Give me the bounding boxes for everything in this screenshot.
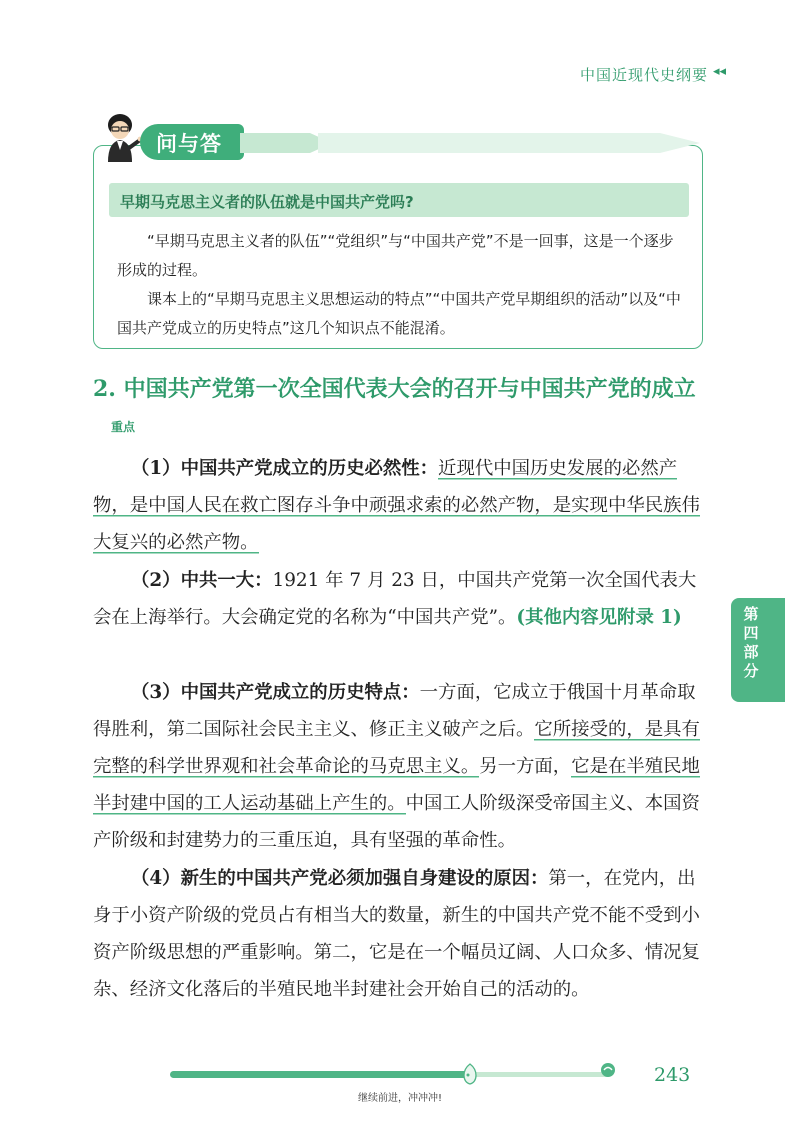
point-3-text-3: 中国工人阶级深受帝国主义、本国资产阶级和封建势力的三重压迫，具有坚强的革命性。 bbox=[93, 793, 700, 851]
point-3-text-1: 一方面，它成立于俄国十月革命取得胜利，第二国际社会民主主义、修正主义破产之后。 bbox=[93, 682, 696, 740]
page-number: 243 bbox=[654, 1064, 691, 1086]
point-4-label: （4）新生的中国共产党必须加强自身建设的原因： bbox=[131, 868, 549, 889]
point-2-paragraph bbox=[93, 562, 707, 636]
point-3-underlined-1: 它所接受的，是具有完整的科学世界观和社会革命论的马克思主义。 bbox=[93, 719, 700, 777]
point-1-paragraph bbox=[93, 450, 707, 561]
qa-tab-stripe bbox=[240, 128, 700, 158]
section-heading bbox=[93, 370, 713, 446]
point-3-label: （3）中国共产党成立的历史特点： bbox=[131, 682, 420, 703]
mascot-icon bbox=[100, 112, 142, 164]
point-2-label: （2）中共一大： bbox=[131, 570, 273, 591]
point-3-paragraph bbox=[93, 674, 707, 859]
point-1-underlined-text: 近现代中国历史发展的必然产物，是中国人民在救亡图存斗争中顽强求索的必然产物，是实现中华民族伟大复兴的必然产物。 bbox=[93, 458, 700, 553]
point-4-paragraph bbox=[93, 860, 707, 1008]
qa-answer-paragraph-1: “早期马克思主义者的队伍”“党组织”与“中国共产党”不是一回事，这是一个逐步形成的过程。 bbox=[117, 232, 674, 279]
qa-tab-label: 问与答 bbox=[156, 132, 222, 156]
footer-slogan: 继续前进，冲冲冲! bbox=[357, 1093, 442, 1104]
key-point-badge: 重点 bbox=[111, 420, 136, 434]
section-heading-text: 2. 中国共产党第一次全国代表大会的召开与中国共产党的成立 bbox=[93, 376, 696, 402]
point-1-label: （1）中国共产党成立的历史必然性： bbox=[131, 458, 439, 479]
point-3-underlined-2: 它是在半殖民地半封建中国的工人运动基础上产生的。 bbox=[93, 756, 700, 814]
point-4-text: 第一，在党内，出身于小资产阶级的党员占有相当大的数量，新生的中国共产党不能不受到小资产阶级思想的严重影响。第二，它是在一个幅员辽阔、人口众多、情况复杂、经济文化落后的半殖民地半封建社会开始自己的活动的。 bbox=[93, 868, 700, 1000]
chapter-side-tab-label: 第四部分 bbox=[743, 605, 759, 680]
point-2-text: 1921 年 7 月 23 日，中国共产党第一次全国代表大会在上海举行。大会确定党的名称为“中国共产党”。 bbox=[93, 570, 697, 628]
qa-answer-paragraph-2: 课本上的“早期马克思主义思想运动的特点”“中国共产党早期组织的活动”以及“中国共产党成立的历史特点”这几个知识点不能混淆。 bbox=[117, 290, 681, 337]
running-header-title: 中国近现代史纲要 bbox=[579, 66, 708, 84]
progress-bar-decoration bbox=[170, 1062, 620, 1086]
qa-question: 早期马克思主义者的队伍就是中国共产党吗? bbox=[120, 193, 414, 211]
appendix-reference: (其他内容见附录 1) bbox=[516, 607, 682, 628]
point-3-text-2: 另一方面， bbox=[479, 756, 572, 777]
double-arrow-icon: ◂◂ bbox=[712, 64, 726, 79]
